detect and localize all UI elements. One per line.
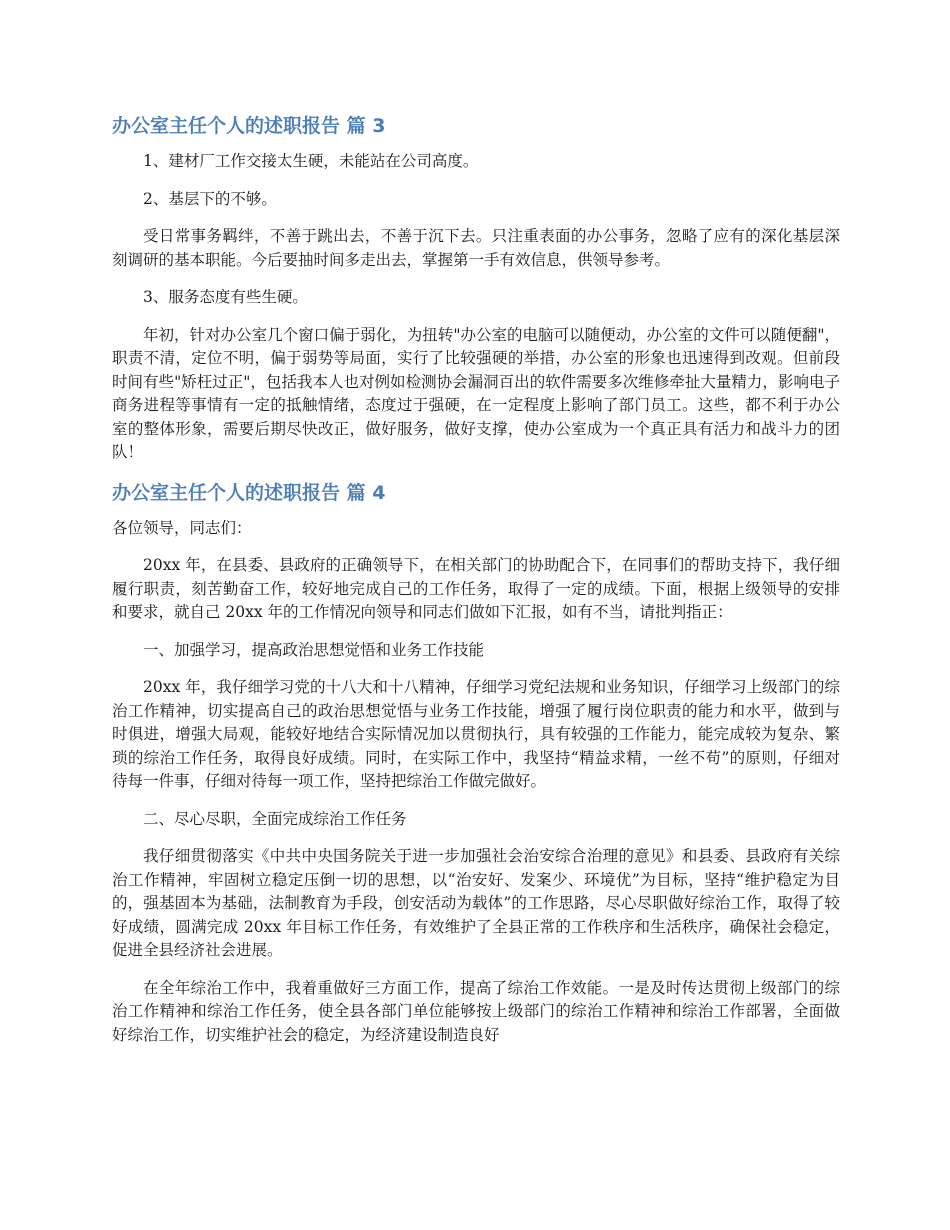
subheading: 二、尽心尽职，全面完成综治工作任务 <box>143 809 407 828</box>
section-heading: 办公室主任个人的述职报告 篇 3 <box>112 115 386 137</box>
paragraph: 年初，针对办公室几个窗口偏于弱化，为扭转"办公室的电脑可以随便动，办公室的文件可以随便翻"，职责不清，定位不明，偏于弱势等局面，实行了比较强硬的举措，办公室的形象也迅速得到改观。但前段时间有些"矫枉过正"，包括我本人也对例如检测协会漏洞百出的软件需要多次维修牵扯大量精力，影响电子商务进程等事情有一定的抵触情绪，态度过于强硬，在一定程度上影响了部门员工。这些，都不利于办公室的整体形象，需要后期尽快改正，做好服务，做好支撑，使办公室成为一个真正具有活力和战斗力的团队！ <box>112 325 840 461</box>
paragraph: 在全年综治工作中，我着重做好三方面工作，提高了综治工作效能。一是及时传达贯彻上级部门的综治工作精神和综治工作任务，使全县各部门单位能够按上级部门的综治工作精神和综治工作部署，全面做好综治工作，切实维护社会的稳定，为经济建设制造良好 <box>112 978 840 1044</box>
paragraph: 受日常事务羁绊，不善于跳出去，不善于沉下去。只注重表面的办公事务，忽略了应有的深化基层深刻调研的基本职能。今后要抽时间多走出去，掌握第一手有效信息，供领导参考。 <box>112 227 840 269</box>
paragraph: 20xx 年，我仔细学习党的十八大和十八精神，仔细学习党纪法规和业务知识，仔细学习上级部门的综治工作精神，切实提高自己的政治思想觉悟与业务工作技能，增强了履行岗位职责的能力和水平，做到与时俱进，增强大局观，能较好地结合实际情况加以贯彻执行，具有较强的工作能力，能完成较为复杂、繁琐的综治工作任务，取得良好成绩。同时，在实际工作中，我坚持“精益求精，一丝不苟”的原则，仔细对待每一件事，仔细对待每一项工作，坚持把综治工作做完做好。 <box>112 678 840 790</box>
document-page <box>112 112 840 1061</box>
paragraph: 1、建材厂工作交接太生硬，未能站在公司高度。 <box>143 152 479 170</box>
paragraph: 2、基层下的不够。 <box>143 189 277 208</box>
paragraph: 我仔细贯彻落实《中共中央国务院关于进一步加强社会治安综合治理的意见》和县委、县政府有关综治工作精神，牢固树立稳定压倒一切的思想，以“治安好、发案少、环境优”为目标，坚持“维护稳定为目的，强基固本为基础，法制教育为手段，创安活动为载体”的工作思路，尽心尽职做好综治工作，取得了较好成绩，圆满完成 20xx 年目标工作任务，有效维护了全县正常的工作秩序和生活秩序，确保社会稳定，促进全县经济社会进展。 <box>112 847 840 959</box>
section-heading: 办公室主任个人的述职报告 篇 4 <box>112 481 386 504</box>
salutation: 各位领导，同志们： <box>112 518 252 537</box>
subheading: 一、加强学习，提高政治思想觉悟和业务工作技能 <box>143 640 485 659</box>
paragraph: 3、服务态度有些生硬。 <box>143 288 308 306</box>
paragraph: 20xx 年，在县委、县政府的正确领导下，在相关部门的协助配合下，在同事们的帮助支持下，我仔细履行职责，刻苦勤奋工作，较好地完成自己的工作任务，取得了一定的成绩。下面，根据上级领导的安排和要求，就自己 20xx 年的工作情况向领导和同志们做如下汇报，如有不当，请批判指正： <box>112 556 840 621</box>
